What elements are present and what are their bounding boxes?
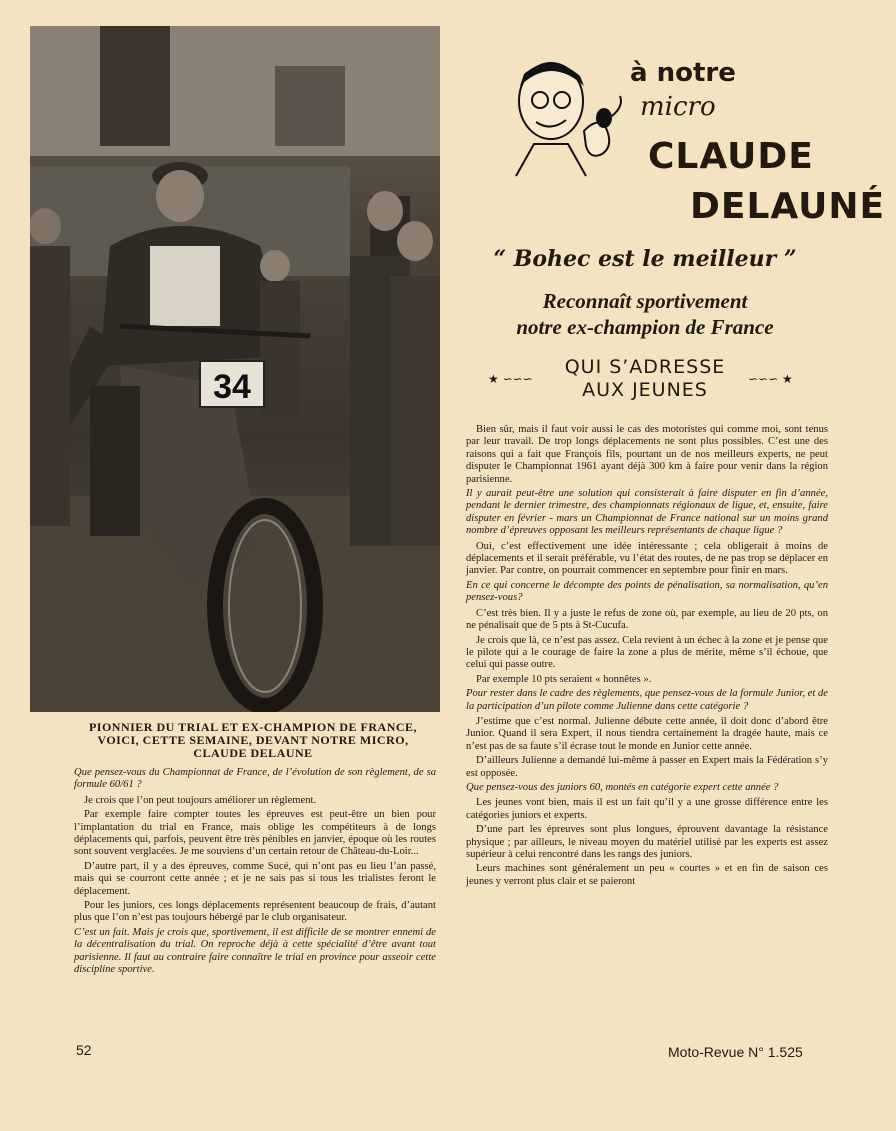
header-name-last: DELAUNÉ	[690, 186, 886, 227]
headline-quote: “ Bohec est le meilleur ”	[493, 246, 797, 272]
interview-answer: J’estime que c’est normal. Julienne débute cette année, il doit donc d’abord être Junior. Quand il sera Expert, il nous tiendra certainement la dragée haute, mais ce n’est pas de sa faute s’il écrase tout le monde en Junior cette année.	[466, 715, 828, 752]
interview-answer: D’ailleurs Julienne a demandé lui-même à passer en Expert mais la Fédération s’y est opposée.	[466, 755, 828, 779]
interview-question: Que pensez-vous du Championnat de France, de l’évolution de son règlement, de sa formule 60/61 ?	[74, 767, 436, 791]
rider-photo	[30, 26, 440, 712]
qui-line-2: AUX JEUNES	[582, 379, 708, 401]
header-micro: micro	[640, 92, 716, 122]
magazine-issue: Moto-Revue N° 1.525	[668, 1044, 803, 1060]
cartoon-caricature	[506, 56, 626, 186]
interview-question: Que pensez-vous des juniors 60, montés en catégorie expert cette année ?	[466, 781, 779, 793]
interview-answer: Bien sûr, mais il faut voir aussi le cas des motoristes qui comme moi, sont tenus par leur travail. De trop longs déplacements ne sont plus possibles. C’est une des raisons qui a fait que François fils, pourtant un de nos meilleurs experts, ne peut disputer le Championnat 1961 ayant déjà 300 km à faire pour venir dans la région parisienne.	[466, 424, 828, 485]
headline-subtitle	[462, 288, 828, 340]
interview-answer: C’est très bien. Il y a juste le refus de zone où, par exemple, au lieu de 20 pts, on ne pénalisait que de 5 pts à St-Cucufa.	[466, 607, 828, 632]
interview-question: Pour rester dans le cadre des règlements, que pensez-vous de la formule Junior, et de la participation d’un pilote comme Julienne dans cette catégorie ?	[466, 688, 828, 712]
interview-question: En ce qui concerne le décompte des points de pénalisation, sa normalisation, qu’en pensez-vous?	[466, 579, 828, 604]
header-a-notre: à notre	[630, 58, 736, 88]
interview-question: Il y aurait peut-être une solution qui consisterait à faire disputer en fin d’année, pendant le dernier trimestre, des championnats régionaux de ligue, et, ensuite, faire disputer en février - mars un Championnat de France national sur un moins grand nombre d’épreuves opposant les meilleurs représentants de chaque ligue ?	[466, 488, 828, 537]
interview-answer: Oui, c’est effectivement une idée intéressante ; cela obligerait à moins de déplacements et il serait préférable, vu l’état des routes, de ne pas trop se déplacer en janvier. Par contre, on pourrait commencer en septembre pour finir en mars.	[466, 540, 828, 577]
right-column	[466, 424, 828, 890]
interview-answer: Je crois que l’on peut toujours améliorer un règlement.	[84, 794, 317, 806]
subtitle-line-1: Reconnaît sportivement	[542, 289, 748, 313]
ornament-left: ★ ∽∽∽	[488, 372, 533, 386]
ornament-right: ∽∽∽ ★	[748, 372, 793, 386]
qui-line-1: QUI S’ADRESSE	[564, 356, 726, 378]
interview-answer: D’une part les épreuves sont plus longues, éprouvent davantage la résistance physique ; par ailleurs, le niveau moyen du matériel utilisé par les experts est assez supérieur à celui rencontré dans les rangs des juniors.	[466, 824, 828, 860]
interview-answer: Les jeunes vont bien, mais il est un fait qu’il y a une grosse différence entre les catégories juniors et experts.	[466, 797, 828, 821]
interview-answer: Pour les juniors, ces longs déplacements représentent beaucoup de frais, d’autant plus que l’on n’est pas toujours hébergé par le club organisateur.	[74, 900, 436, 924]
left-column	[74, 767, 436, 980]
subtitle-line-2: notre ex-champion de France	[516, 315, 774, 339]
interview-answer: Par exemple faire compter toutes les épreuves est peut-être un bien pour l’implantation du trial en France, mais oblige les compétiteurs à de longs déplacements qui, parfois, peuvent être très pénibles en janvier, époque où les routes sont souvent verglacées. Je me souviens d’un certain retour de Château-du-Loir...	[74, 809, 436, 858]
interview-answer: Par exemple 10 pts seraient « honnêtes ».	[476, 673, 652, 685]
interview-answer: Leurs machines sont généralement un peu « courtes » et en fin de saison ces jeunes y verront plus clair et se paieront	[466, 863, 828, 887]
interview-question: C’est un fait. Mais je crois que, sportivement, il est difficile de se montrer ennemi de la décentralisation du trial. On reproche déjà à cette spécialité d’être avant tout parisienne. Il faut au contraire faire connaître le trial en province pour asseoir cette discipline sportive.	[74, 926, 436, 976]
header-name-first: CLAUDE	[648, 136, 814, 177]
photo-caption: PIONNIER DU TRIAL ET EX-CHAMPION DE FRANCE, VOICI, CETTE SEMAINE, DEVANT NOTRE MICRO, CLAUDE DELAUNE	[88, 720, 418, 760]
plate-number: 34	[213, 368, 251, 406]
page-number: 52	[76, 1042, 92, 1058]
interview-answer: Je crois que là, ce n’est pas assez. Cela revient à un échec à la zone et je pense que le pilote qui a le courage de faire la zone a plus de mérite, même s’il échoue, que celui qui passe outre.	[466, 634, 828, 671]
headline-qui	[540, 356, 750, 402]
photo-illustration	[30, 26, 440, 712]
interview-answer: D’autre part, il y a des épreuves, comme Sucé, qui n’ont pas eu lieu l’an passé, mais qui se courront cette année ; et je ne sais pas si tous les trialistes feront le déplacement.	[74, 860, 436, 897]
